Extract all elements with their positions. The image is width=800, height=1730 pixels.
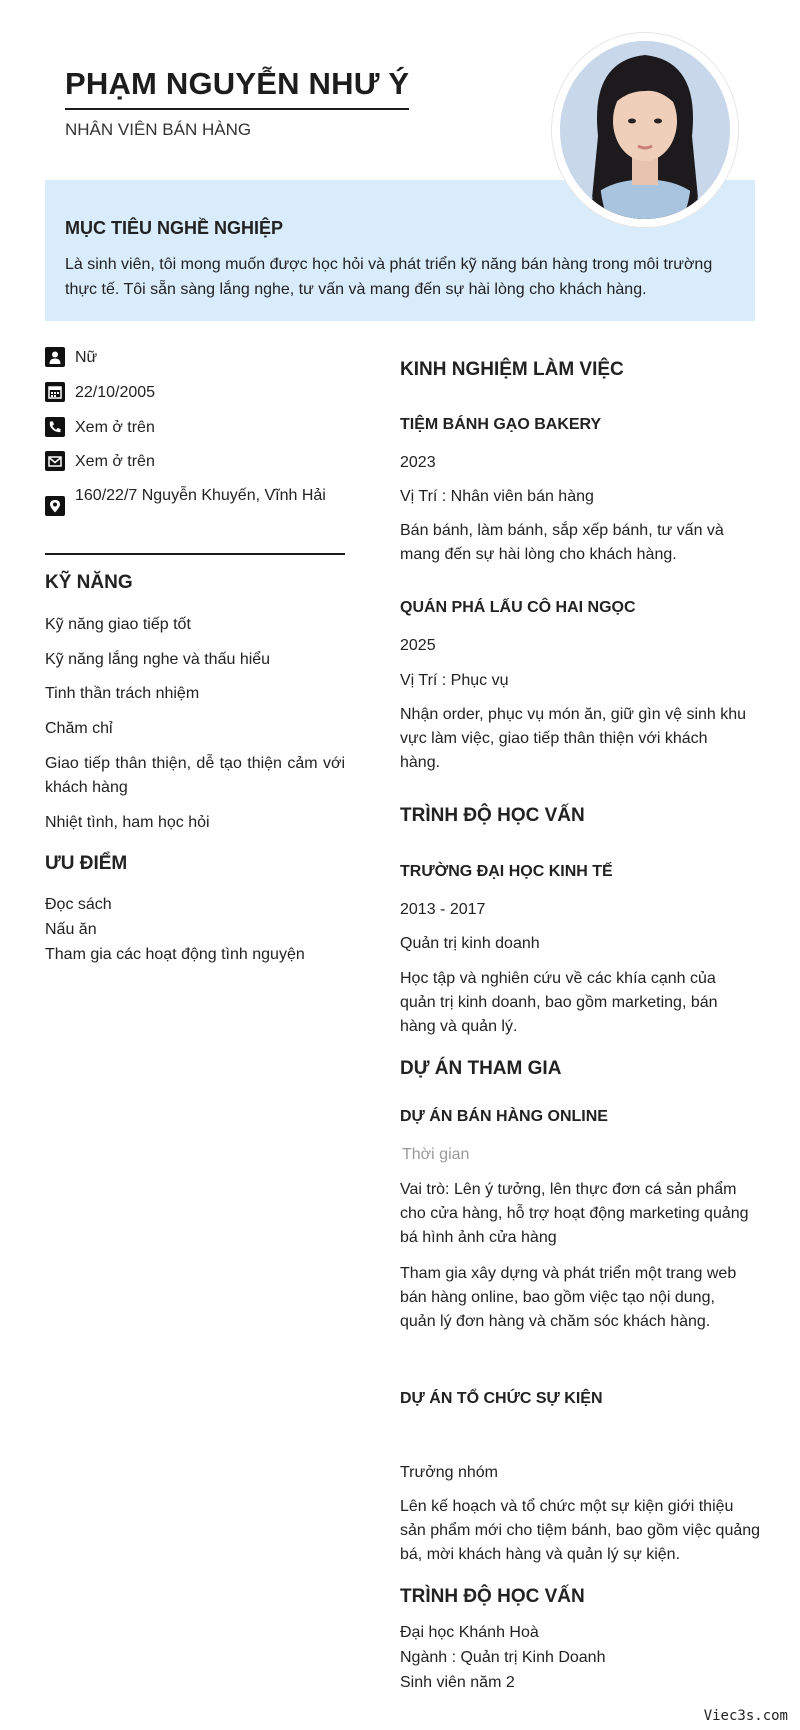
job-company: QUÁN PHÁ LẤU CÔ HAI NGỌC	[400, 599, 636, 616]
email-text: Xem ở trên	[75, 453, 155, 470]
experience-heading: KINH NGHIỆM LÀM VIỆC	[400, 359, 624, 380]
calendar-icon	[45, 382, 65, 402]
site-watermark: Viec3s.com	[703, 1708, 788, 1724]
info-birthdate	[45, 381, 330, 405]
person-icon	[45, 347, 65, 367]
address-text: 160/22/7 Nguyễn Khuyến, Vĩnh Hải	[75, 487, 326, 504]
objective-heading: MỤC TIÊU NGHỀ NGHIỆP	[65, 218, 284, 238]
education-heading: TRÌNH ĐỘ HỌC VẤN	[400, 805, 585, 826]
job-description: Bán bánh, làm bánh, sắp xếp bánh, tư vấn và mang đến sự hài lòng cho khách hàng.	[400, 522, 724, 563]
education2-line: Sinh viên năm 2	[400, 1674, 515, 1691]
job-year: 2025	[400, 637, 436, 654]
phone-text: Xem ở trên	[75, 419, 155, 436]
mail-icon	[45, 451, 65, 471]
strength-item: Tham gia các hoạt động tình nguyện	[45, 946, 305, 963]
phone-icon	[45, 417, 65, 437]
strength-item: Đọc sách	[45, 896, 112, 913]
strengths-heading: ƯU ĐIỂM	[45, 853, 128, 874]
project-role: Trưởng nhóm	[400, 1464, 498, 1481]
objective-text: Là sinh viên, tôi mong muốn được học hỏi và phát triển kỹ năng bán hàng trong môi trường thực tế. Tôi sẵn sàng lắng nghe, tư vấn và mang đến sự hài lòng cho khách hàng.	[65, 256, 713, 298]
skill-item: Giao tiếp thân thiện, dễ tạo thiện cảm với khách hàng	[45, 755, 345, 796]
project-name: DỰ ÁN BÁN HÀNG ONLINE	[400, 1108, 608, 1125]
info-email	[45, 450, 330, 474]
projects-heading: DỰ ÁN THAM GIA	[400, 1058, 562, 1079]
info-gender	[45, 346, 330, 370]
education2-heading: TRÌNH ĐỘ HỌC VẤN	[400, 1586, 585, 1607]
skill-item: Chăm chỉ	[45, 720, 113, 737]
candidate-name: PHẠM NGUYỄN NHƯ Ý	[65, 66, 409, 110]
profile-photo	[560, 41, 730, 219]
skill-item: Kỹ năng lắng nghe và thấu hiểu	[45, 651, 271, 668]
gender-text: Nữ	[75, 349, 98, 366]
education-school: TRƯỜNG ĐẠI HỌC KINH TẾ	[400, 863, 613, 880]
education-description: Học tập và nghiên cứu về các khía cạnh của quản trị kinh doanh, bao gồm marketing, bán hàng và quản lý.	[400, 970, 718, 1035]
birthdate-text: 22/10/2005	[75, 384, 156, 401]
job-company: TIỆM BÁNH GẠO BAKERY	[400, 416, 602, 433]
location-icon	[45, 496, 65, 516]
education2-line: Đại học Khánh Hoà	[400, 1624, 539, 1641]
job-description: Nhận order, phục vụ món ăn, giữ gìn vệ sinh khu vực làm việc, giao tiếp thân thiện với khách hàng.	[400, 706, 747, 771]
job-position: Vị Trí : Nhân viên bán hàng	[400, 488, 594, 505]
project-name: DỰ ÁN TỔ CHỨC SỰ KIỆN	[400, 1390, 603, 1407]
project-description: Lên kế hoạch và tổ chức một sự kiện giới thiệu sản phẩm mới cho tiệm bánh, bao gồm việc quảng bá, mời khách hàng và quản lý sự kiện.	[400, 1498, 761, 1563]
project-time: Thời gian	[402, 1146, 470, 1163]
project-description: Tham gia xây dựng và phát triển một trang web bán hàng online, bao gồm việc tạo nội dung, quản lý đơn hàng và chăm sóc khách hàng.	[400, 1265, 737, 1330]
education2-line: Ngành : Quản trị Kinh Doanh	[400, 1649, 606, 1666]
info-address	[45, 484, 330, 516]
skill-item: Kỹ năng giao tiếp tốt	[45, 616, 191, 633]
job-year: 2023	[400, 454, 436, 471]
skill-item: Nhiệt tình, ham học hỏi	[45, 814, 210, 831]
left-divider	[45, 553, 345, 555]
info-phone	[45, 416, 330, 440]
skill-item: Tinh thần trách nhiệm	[45, 685, 200, 702]
avatar	[552, 33, 738, 227]
job-position: Vị Trí : Phục vụ	[400, 672, 509, 689]
strength-item: Nấu ăn	[45, 921, 97, 938]
skills-heading: KỸ NĂNG	[45, 572, 133, 593]
education-years: 2013 - 2017	[400, 901, 486, 918]
job-title: NHÂN VIÊN BÁN HÀNG	[65, 120, 252, 139]
education-major: Quản trị kinh doanh	[400, 935, 540, 952]
project-role: Vai trò: Lên ý tưởng, lên thực đơn cá sản phẩm cho cửa hàng, hỗ trợ hoạt động marketing quảng bá hình ảnh cửa hàng	[400, 1181, 749, 1246]
